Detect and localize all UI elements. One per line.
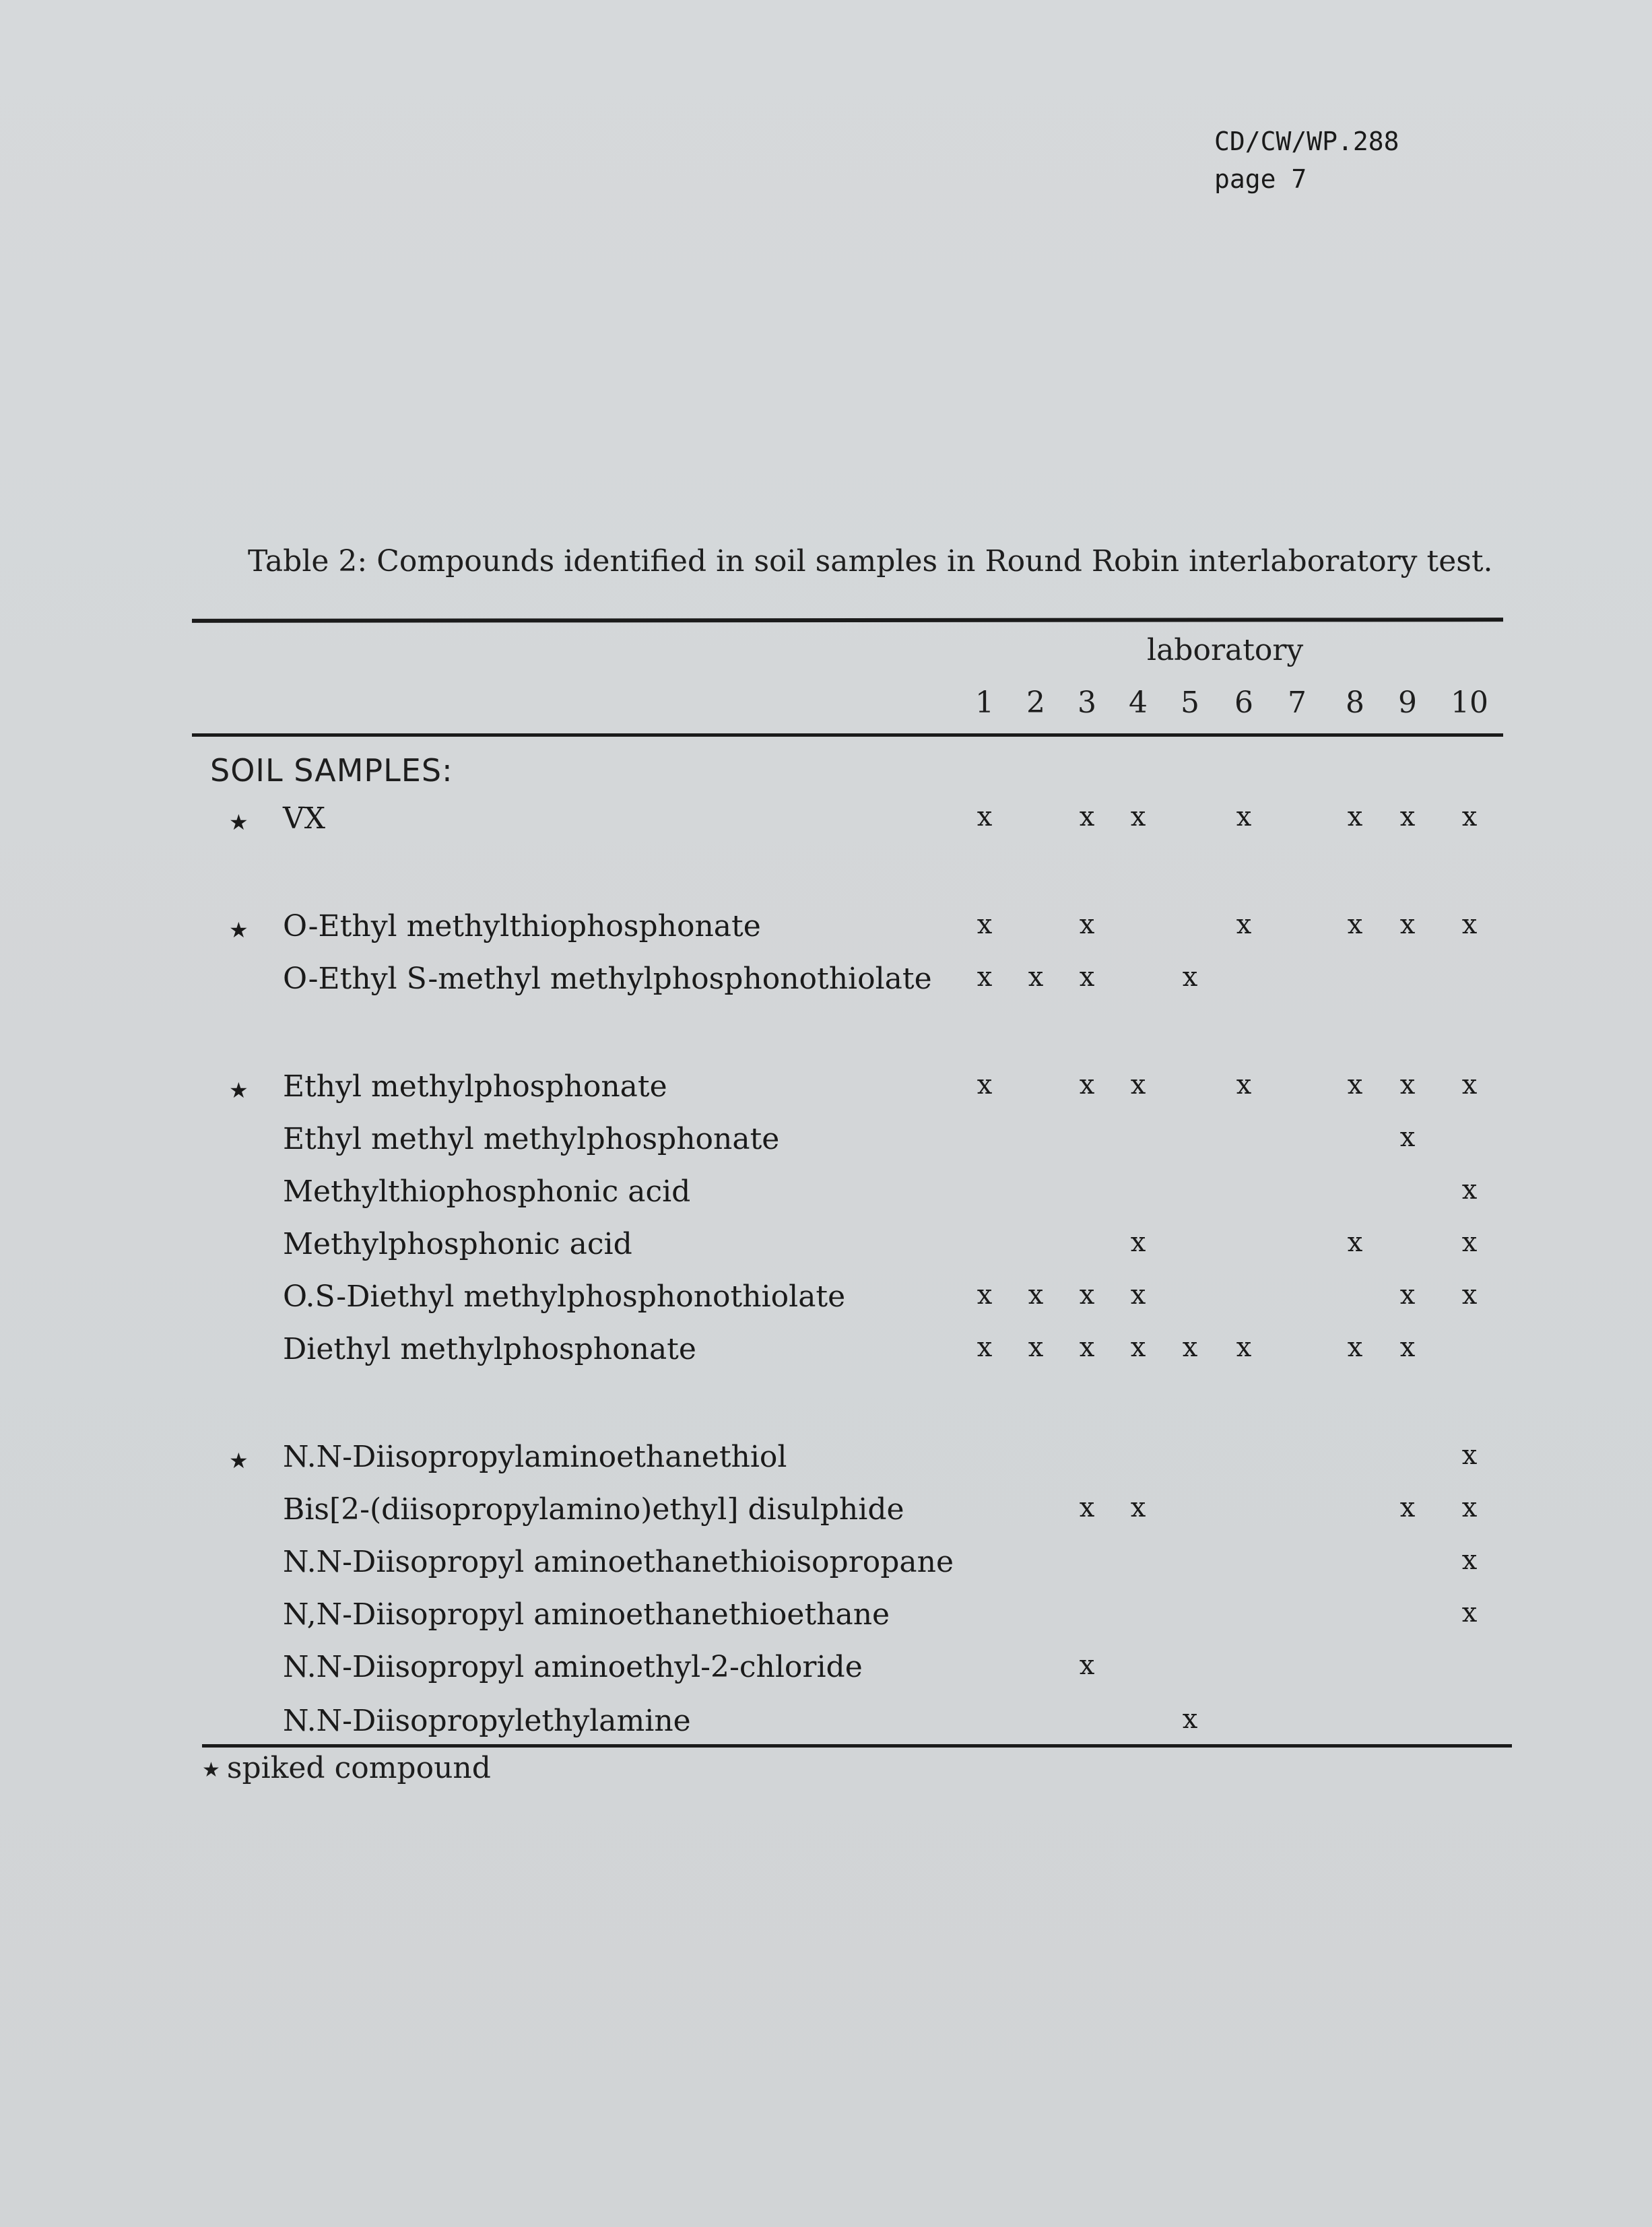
detection-mark-lab-4: x: [1130, 801, 1146, 832]
table-row: [0, 909, 1652, 956]
detection-mark-lab-1: x: [977, 962, 993, 993]
spiked-star-icon: ★: [229, 1077, 249, 1103]
detection-mark-lab-4: x: [1130, 1069, 1146, 1100]
table-row: [0, 1279, 1652, 1327]
detection-mark-lab-10: x: [1461, 1440, 1478, 1471]
table-row: [0, 1122, 1652, 1169]
compound-name: Methylthiophosphonic acid: [283, 1174, 691, 1209]
detection-mark-lab-3: x: [1079, 1332, 1095, 1363]
detection-mark-lab-1: x: [977, 1069, 993, 1100]
table-row: [0, 1440, 1652, 1487]
table-row: [0, 1545, 1652, 1592]
compound-name: N.N-Diisopropyl aminoethanethioisopropane: [283, 1545, 954, 1579]
detection-mark-lab-5: x: [1182, 1704, 1198, 1735]
detection-mark-lab-10: x: [1461, 1174, 1478, 1205]
detection-mark-lab-8: x: [1347, 909, 1363, 940]
document-reference: CD/CW/WP.288: [1214, 127, 1399, 156]
detection-mark-lab-1: x: [977, 1332, 993, 1363]
detection-mark-lab-1: x: [977, 1279, 993, 1310]
detection-mark-lab-6: x: [1236, 909, 1252, 940]
compound-name: VX: [283, 801, 326, 836]
detection-mark-lab-8: x: [1347, 1332, 1363, 1363]
table-row: [0, 1174, 1652, 1222]
table-top-rule: [192, 618, 1503, 623]
compound-name: O-Ethyl methylthiophosphonate: [283, 909, 761, 943]
document-header: [1214, 123, 1399, 198]
detection-mark-lab-6: x: [1236, 1332, 1252, 1363]
column-header-lab-4: 4: [1129, 686, 1148, 720]
compound-name: Bis[2-(diisopropylamino)ethyl] disulphide: [283, 1492, 904, 1527]
compound-name: Diethyl methylphosphonate: [283, 1332, 696, 1366]
compound-name: O-Ethyl S-methyl methylphosphonothiolate: [283, 962, 932, 996]
detection-mark-lab-1: x: [977, 801, 993, 832]
detection-mark-lab-4: x: [1130, 1492, 1146, 1523]
detection-mark-lab-2: x: [1028, 1279, 1044, 1310]
detection-mark-lab-4: x: [1130, 1227, 1146, 1258]
column-header-lab-2: 2: [1026, 686, 1045, 720]
column-header-lab-7: 7: [1288, 686, 1307, 720]
table-caption: Table 2: Compounds identified in soil samples in Round Robin interlaboratory test.: [248, 544, 1493, 578]
detection-mark-lab-10: x: [1461, 1545, 1478, 1576]
detection-mark-lab-9: x: [1399, 1492, 1416, 1523]
detection-mark-lab-3: x: [1079, 962, 1095, 993]
detection-mark-lab-3: x: [1079, 1069, 1095, 1100]
detection-mark-lab-8: x: [1347, 1069, 1363, 1100]
column-header-lab-9: 9: [1398, 686, 1417, 720]
compound-name: N.N-Diisopropylaminoethanethiol: [283, 1440, 787, 1474]
detection-mark-lab-9: x: [1399, 1332, 1416, 1363]
detection-mark-lab-10: x: [1461, 801, 1478, 832]
detection-mark-lab-10: x: [1461, 909, 1478, 940]
compound-name: O.S-Diethyl methylphosphonothiolate: [283, 1279, 846, 1314]
detection-mark-lab-9: x: [1399, 1122, 1416, 1153]
footnote: [202, 1751, 491, 1785]
table-row: [0, 1597, 1652, 1644]
table-row: [0, 1069, 1652, 1117]
detection-mark-lab-9: x: [1399, 1069, 1416, 1100]
detection-mark-lab-8: x: [1347, 801, 1363, 832]
detection-mark-lab-6: x: [1236, 1069, 1252, 1100]
detection-mark-lab-10: x: [1461, 1069, 1478, 1100]
table-row: [0, 1227, 1652, 1274]
detection-mark-lab-4: x: [1130, 1332, 1146, 1363]
table-row: [0, 962, 1652, 1009]
table-row: [0, 801, 1652, 849]
detection-mark-lab-3: x: [1079, 1279, 1095, 1310]
column-group-label: laboratory: [1147, 633, 1304, 667]
spiked-star-icon: ★: [229, 809, 249, 835]
compound-name: N.N-Diisopropyl aminoethyl-2-chloride: [283, 1650, 863, 1684]
compound-name: N.N-Diisopropylethylamine: [283, 1704, 691, 1738]
table-header-rule: [192, 733, 1503, 737]
footnote-text: spiked compound: [226, 1751, 491, 1785]
compound-name: N,N-Diisopropyl aminoethanethioethane: [283, 1597, 890, 1632]
detection-mark-lab-9: x: [1399, 1279, 1416, 1310]
page-number: page 7: [1214, 164, 1307, 194]
detection-mark-lab-5: x: [1182, 1332, 1198, 1363]
column-header-lab-10: 10: [1451, 686, 1488, 720]
spiked-star-icon: ★: [229, 917, 249, 943]
detection-mark-lab-10: x: [1461, 1492, 1478, 1523]
column-header-lab-6: 6: [1234, 686, 1253, 720]
detection-mark-lab-3: x: [1079, 1492, 1095, 1523]
detection-mark-lab-10: x: [1461, 1279, 1478, 1310]
compound-name: Ethyl methylphosphonate: [283, 1069, 667, 1104]
column-header-lab-1: 1: [975, 686, 994, 720]
spiked-star-icon: ★: [229, 1448, 249, 1473]
detection-mark-lab-4: x: [1130, 1279, 1146, 1310]
detection-mark-lab-2: x: [1028, 962, 1044, 993]
detection-mark-lab-8: x: [1347, 1227, 1363, 1258]
detection-mark-lab-1: x: [977, 909, 993, 940]
compound-name: Methylphosphonic acid: [283, 1227, 632, 1261]
detection-mark-lab-9: x: [1399, 909, 1416, 940]
table-row: [0, 1492, 1652, 1539]
detection-mark-lab-5: x: [1182, 962, 1198, 993]
table-row: [0, 1650, 1652, 1697]
column-header-lab-3: 3: [1078, 686, 1096, 720]
detection-mark-lab-9: x: [1399, 801, 1416, 832]
detection-mark-lab-10: x: [1461, 1597, 1478, 1628]
detection-mark-lab-3: x: [1079, 909, 1095, 940]
column-header-lab-5: 5: [1181, 686, 1199, 720]
detection-mark-lab-3: x: [1079, 1650, 1095, 1681]
detection-mark-lab-10: x: [1461, 1227, 1478, 1258]
compound-name: Ethyl methyl methylphosphonate: [283, 1122, 780, 1156]
footnote-star-icon: ★: [202, 1758, 220, 1782]
detection-mark-lab-3: x: [1079, 801, 1095, 832]
detection-mark-lab-2: x: [1028, 1332, 1044, 1363]
section-heading: SOIL SAMPLES:: [210, 752, 453, 789]
table-bottom-rule: [202, 1744, 1512, 1748]
column-header-lab-8: 8: [1346, 686, 1364, 720]
table-row: [0, 1332, 1652, 1379]
detection-mark-lab-6: x: [1236, 801, 1252, 832]
